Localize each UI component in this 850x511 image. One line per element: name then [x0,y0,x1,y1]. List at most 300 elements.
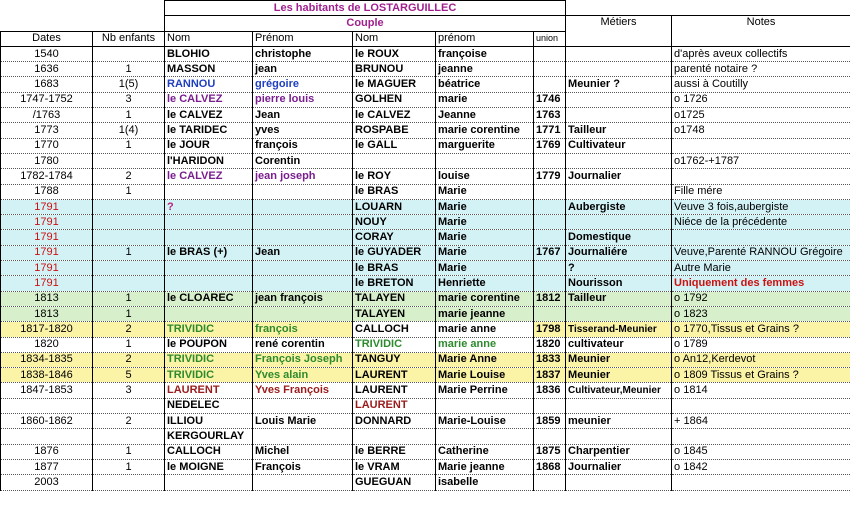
nom-cell: CALLOCH [165,444,253,459]
nom-cell: TRIVIDIC [165,352,253,367]
table-row [1,261,850,276]
date-cell: 1847-1853 [1,383,93,398]
nom-spouse-cell [353,429,436,444]
nom-spouse-cell: NOUY [353,215,436,230]
nom-cell: NEDELEC [165,398,253,413]
date-cell: 1773 [1,123,93,138]
nom-cell [165,184,253,199]
date-cell: 1540 [1,46,93,61]
notes-cell [672,475,850,490]
nom-cell: BLOHIO [165,46,253,61]
metier-cell: Meunier [566,352,672,367]
prenom-cell: françois [253,322,353,337]
union-cell: 1771 [534,123,566,138]
prenom-spouse-cell: marie corentine [436,123,534,138]
prenom-cell: Louis Marie [253,414,353,429]
nb-enfants-cell: 1(5) [93,77,165,92]
union-cell [534,230,566,245]
table-row [1,62,850,77]
metier-cell: Cultivateur [566,138,672,153]
metier-cell: Tisserand-Meunier [566,322,672,337]
prenom-cell: Jean [253,108,353,123]
table-row [1,276,850,291]
metier-cell: Journalier [566,459,672,474]
nom-spouse-cell: le MAGUER [353,77,436,92]
prenom-spouse-cell: Jeanne [436,108,534,123]
table-row [1,184,850,199]
date-cell: 1770 [1,138,93,153]
metier-cell [566,429,672,444]
nom-spouse-cell: TANGUY [353,352,436,367]
union-cell: 1779 [534,169,566,184]
title-spacer-right [566,1,850,16]
date-cell: 1791 [1,230,93,245]
nb-enfants-cell: 1 [93,291,165,306]
union-cell: 1820 [534,337,566,352]
date-cell: 1747-1752 [1,92,93,107]
notes-cell [672,398,850,413]
nb-enfants-cell [93,199,165,214]
prenom-spouse-cell: marie anne [436,322,534,337]
prenom-spouse-cell: Marie jeanne [436,459,534,474]
metier-cell: ? [566,261,672,276]
prenom-spouse-cell [436,429,534,444]
nom-spouse-cell: LAURENT [353,383,436,398]
date-cell: 1860-1862 [1,414,93,429]
table-row [1,230,850,245]
prenom-spouse-cell [436,398,534,413]
date-cell: 1791 [1,215,93,230]
nom-cell: TRIVIDIC [165,322,253,337]
nom-cell: ? [165,199,253,214]
prenom-spouse-cell [436,153,534,168]
notes-cell: o 1842 [672,459,850,474]
date-cell: 1788 [1,184,93,199]
prenom-cell [253,475,353,490]
table-row [1,337,850,352]
date-cell: 1813 [1,306,93,321]
notes-cell: parenté notaire ? [672,62,850,77]
union-cell: 1812 [534,291,566,306]
prenom-spouse-cell: Marie [436,230,534,245]
nb-enfants-cell: 3 [93,383,165,398]
notes-cell [672,429,850,444]
nom-cell [165,475,253,490]
date-cell: 1813 [1,291,93,306]
union-cell: 1767 [534,245,566,260]
table-row [1,322,850,337]
union-header: union [534,31,566,46]
nom-spouse-cell: BRUNOU [353,62,436,77]
nom-spouse-cell: GUEGUAN [353,475,436,490]
nb-enfants-cell: 1 [93,62,165,77]
nom-spouse-cell: le ROY [353,169,436,184]
date-cell [1,429,93,444]
prenom-spouse-cell: Marie-Louise [436,414,534,429]
metier-cell: Domestique [566,230,672,245]
nb-enfants-cell [93,276,165,291]
nom-spouse-cell: le BRETON [353,276,436,291]
union-cell: 1875 [534,444,566,459]
union-cell: 1859 [534,414,566,429]
notes-cell: Niéce de la précédente [672,215,850,230]
notes-cell: Veuve,Parenté RANNOU Grégoire [672,245,850,260]
prenom-cell: rené corentin [253,337,353,352]
prenom-cell [253,261,353,276]
nom-spouse-cell: GOLHEN [353,92,436,107]
nom-cell: RANNOU [165,77,253,92]
title-row [1,1,850,16]
nb-enfants-cell [93,230,165,245]
nom-cell: LAURENT [165,383,253,398]
notes-cell: o 1789 [672,337,850,352]
union-cell: 1833 [534,352,566,367]
nb-enfants-cell: 5 [93,368,165,383]
prenom-cell [253,230,353,245]
metier-cell [566,184,672,199]
nb-enfants-cell: 1 [93,245,165,260]
nb-enfants-cell: 1 [93,459,165,474]
notes-cell: o 1814 [672,383,850,398]
metier-cell: Meunier [566,368,672,383]
date-cell [1,398,93,413]
union-cell [534,398,566,413]
nb-enfants-header: Nb enfants [93,31,165,46]
notes-cell: o An12,Kerdevot [672,352,850,367]
metier-cell [566,108,672,123]
prenom-cell [253,199,353,214]
date-cell: 1782-1784 [1,169,93,184]
notes-cell: o1748 [672,123,850,138]
nom-spouse-cell: TALAYEN [353,306,436,321]
nom-spouse-cell: CALLOCH [353,322,436,337]
prenom-cell: jean [253,62,353,77]
prenom-cell: François [253,459,353,474]
metier-cell: Aubergiste [566,199,672,214]
date-cell: 1780 [1,153,93,168]
union-cell: 1769 [534,138,566,153]
date-cell: 1791 [1,245,93,260]
notes-cell: o1762-+1787 [672,153,850,168]
notes-header: Notes [672,16,850,47]
notes-cell: Uniquement des femmes [672,276,850,291]
prenom-cell: christophe [253,46,353,61]
metier-cell: cultivateur [566,337,672,352]
nb-enfants-cell: 1 [93,444,165,459]
notes-cell: o 1845 [672,444,850,459]
prenom-cell [253,184,353,199]
nom-spouse-cell: le BERRE [353,444,436,459]
table-row [1,153,850,168]
table-row [1,245,850,260]
prenom-cell [253,215,353,230]
metier-cell [566,153,672,168]
table-row [1,92,850,107]
metier-cell [566,398,672,413]
union-cell [534,153,566,168]
nb-enfants-cell: 1(4) [93,123,165,138]
nom-cell: KERGOURLAY [165,429,253,444]
union-cell [534,306,566,321]
date-cell: 1877 [1,459,93,474]
notes-cell: d'après aveux collectifs [672,46,850,61]
union-cell [534,276,566,291]
prenom-spouse-cell: marie jeanne [436,306,534,321]
prenom-spouse-cell: louise [436,169,534,184]
nb-enfants-cell [93,475,165,490]
nb-enfants-cell: 1 [93,337,165,352]
union-cell [534,261,566,276]
nom-spouse-cell: le CALVEZ [353,108,436,123]
metier-cell: Tailleur [566,291,672,306]
nb-enfants-cell: 1 [93,108,165,123]
nom-cell: ILLIOU [165,414,253,429]
prenom-spouse-cell: marie corentine [436,291,534,306]
prenom-spouse-cell: Marie [436,199,534,214]
nom-cell: le TARIDEC [165,123,253,138]
metier-cell [566,306,672,321]
notes-cell: aussi à Coutilly [672,77,850,92]
metier-cell [566,46,672,61]
date-cell: 1791 [1,261,93,276]
date-cell: 1820 [1,337,93,352]
metier-cell [566,215,672,230]
table-row [1,414,850,429]
notes-cell: o 1726 [672,92,850,107]
nb-enfants-cell: 1 [93,184,165,199]
notes-cell [672,138,850,153]
notes-cell: o 1823 [672,306,850,321]
notes-cell: Fille mére [672,184,850,199]
prenom-spouse-cell: isabelle [436,475,534,490]
nom-cell: MASSON [165,62,253,77]
nb-enfants-cell [93,215,165,230]
notes-cell [672,230,850,245]
prenom-cell: yves [253,123,353,138]
union-cell [534,184,566,199]
prenom-spouse-cell: Marie Louise [436,368,534,383]
couple-header: Couple [165,16,566,31]
nom-spouse-cell [353,153,436,168]
nom-cell: le CALVEZ [165,108,253,123]
prenom-spouse-cell: béatrice [436,77,534,92]
table-row [1,306,850,321]
nb-enfants-cell [93,429,165,444]
date-cell: 1834-1835 [1,352,93,367]
nb-enfants-cell: 1 [93,138,165,153]
nom-cell: le CALVEZ [165,169,253,184]
date-cell: 1876 [1,444,93,459]
prenom-cell: Jean [253,245,353,260]
nom-cell: le CALVEZ [165,92,253,107]
table-row [1,475,850,490]
union-cell: 1837 [534,368,566,383]
prenom-spouse-cell: françoise [436,46,534,61]
page-title: Les habitants de LOSTARGUILLEC [165,1,566,16]
nom-spouse-cell: le BRAS [353,261,436,276]
prenom-spouse-cell: Henriette [436,276,534,291]
union-cell [534,475,566,490]
nom-spouse-header: Nom [353,31,436,46]
metier-cell [566,62,672,77]
nom-cell: l'HARIDON [165,153,253,168]
table-row [1,398,850,413]
prenom-cell [253,276,353,291]
prenom-cell [253,306,353,321]
metier-cell: Meunier ? [566,77,672,92]
metier-cell: meunier [566,414,672,429]
prenom-cell [253,429,353,444]
date-cell: 1683 [1,77,93,92]
union-cell [534,215,566,230]
nom-spouse-cell: TRIVIDIC [353,337,436,352]
prenom-spouse-cell: Marie Perrine [436,383,534,398]
notes-cell: o 1770,Tissus et Grains ? [672,322,850,337]
notes-cell [672,169,850,184]
nom-spouse-cell: LOUARN [353,199,436,214]
nb-enfants-cell: 2 [93,322,165,337]
nb-enfants-cell [93,398,165,413]
table-row [1,368,850,383]
nom-spouse-cell: le GUYADER [353,245,436,260]
date-cell: 1791 [1,276,93,291]
notes-cell: o1725 [672,108,850,123]
prenom-spouse-cell: Marie Anne [436,352,534,367]
nom-cell: le POUPON [165,337,253,352]
prenom-spouse-cell: Marie [436,245,534,260]
date-cell: /1763 [1,108,93,123]
table-row [1,352,850,367]
table-row [1,108,850,123]
prenom-spouse-cell: Marie [436,215,534,230]
title-spacer [1,1,165,16]
group-spacer [1,16,165,31]
table-row [1,77,850,92]
nom-spouse-cell: le BRAS [353,184,436,199]
nom-cell [165,230,253,245]
notes-cell: o 1792 [672,291,850,306]
table-body [1,46,850,490]
date-cell: 1838-1846 [1,368,93,383]
nom-cell [165,215,253,230]
union-cell: 1746 [534,92,566,107]
nb-enfants-cell [93,261,165,276]
nom-spouse-cell: le VRAM [353,459,436,474]
metier-cell: Nourisson [566,276,672,291]
table-row [1,429,850,444]
nom-spouse-cell: LAURENT [353,368,436,383]
nom-cell: le MOIGNE [165,459,253,474]
prenom-cell: François Joseph [253,352,353,367]
nom-cell [165,261,253,276]
metier-cell: Tailleur [566,123,672,138]
notes-cell: Autre Marie [672,261,850,276]
notes-cell: + 1864 [672,414,850,429]
nom-spouse-cell: CORAY [353,230,436,245]
nb-enfants-cell: 1 [93,306,165,321]
table-row [1,199,850,214]
prenom-cell: jean joseph [253,169,353,184]
prenom-spouse-cell: marie anne [436,337,534,352]
prenom-cell: Yves François [253,383,353,398]
nb-enfants-cell: 2 [93,169,165,184]
prenom-cell: Corentin [253,153,353,168]
union-cell: 1836 [534,383,566,398]
prenom-cell: pierre louis [253,92,353,107]
prenom-cell: Yves alain [253,368,353,383]
union-cell: 1798 [534,322,566,337]
prenom-spouse-cell: jeanne [436,62,534,77]
group-header-row [1,16,850,31]
nom-header: Nom [165,31,253,46]
nom-cell [165,276,253,291]
union-cell [534,62,566,77]
date-cell: 1791 [1,199,93,214]
table-row [1,123,850,138]
nb-enfants-cell: 2 [93,352,165,367]
prenom-header: Prénom [253,31,353,46]
nb-enfants-cell: 2 [93,414,165,429]
table-row [1,138,850,153]
prenom-spouse-cell: Marie [436,261,534,276]
metier-cell: Charpentier [566,444,672,459]
prenom-cell: grégoire [253,77,353,92]
notes-cell: Veuve 3 fois,aubergiste [672,199,850,214]
nom-cell: le BRAS (+) [165,245,253,260]
nom-cell: le CLOAREC [165,291,253,306]
nom-cell: TRIVIDIC [165,368,253,383]
dates-header: Dates [1,31,93,46]
prenom-spouse-cell: marie [436,92,534,107]
union-cell [534,429,566,444]
table-row [1,46,850,61]
prenom-spouse-header: prénom [436,31,534,46]
nom-cell [165,306,253,321]
notes-cell: o 1809 Tissus et Grains ? [672,368,850,383]
nom-spouse-cell: le ROUX [353,46,436,61]
date-cell: 1817-1820 [1,322,93,337]
union-cell [534,77,566,92]
metier-cell: Journalier [566,169,672,184]
prenom-cell [253,398,353,413]
prenom-spouse-cell: marguerite [436,138,534,153]
nb-enfants-cell [93,153,165,168]
metier-cell: Cultivateur,Meunier [566,383,672,398]
table-row [1,383,850,398]
metier-cell [566,475,672,490]
metier-cell: Journaliére [566,245,672,260]
metiers-header: Métiers [566,16,672,47]
table-row [1,291,850,306]
prenom-cell: françois [253,138,353,153]
union-cell [534,46,566,61]
nom-spouse-cell: ROSPABE [353,123,436,138]
nom-spouse-cell: LAURENT [353,398,436,413]
prenom-spouse-cell: Marie [436,184,534,199]
nom-spouse-cell: le GALL [353,138,436,153]
table-row [1,169,850,184]
prenom-spouse-cell: Catherine [436,444,534,459]
date-cell: 2003 [1,475,93,490]
table-row [1,215,850,230]
prenom-cell: Michel [253,444,353,459]
nb-enfants-cell [93,46,165,61]
nom-spouse-cell: TALAYEN [353,291,436,306]
union-cell: 1868 [534,459,566,474]
union-cell: 1763 [534,108,566,123]
table-row [1,459,850,474]
prenom-cell: jean françois [253,291,353,306]
